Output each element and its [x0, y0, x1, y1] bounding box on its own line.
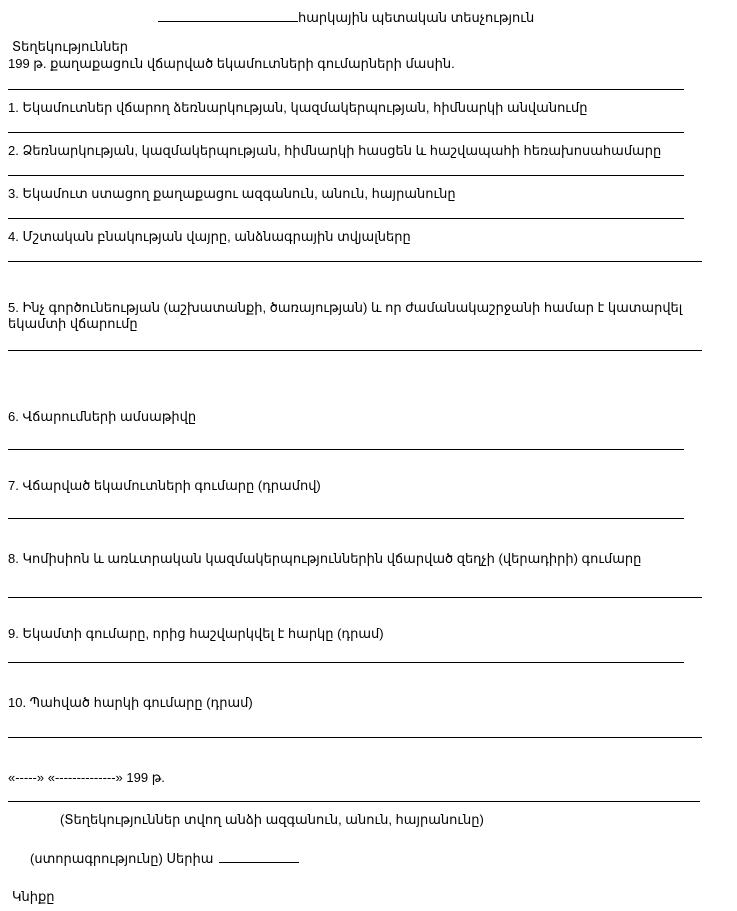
footer-signature-line [8, 801, 700, 802]
item-4-label: 4. Մշտական բնակության վայրը, անձնագրային տվյալները [8, 229, 411, 244]
item-10-label: 10. Պահված հարկի գումարը (դրամ) [8, 695, 253, 710]
form-item-1 [8, 100, 737, 133]
form-item-4 [8, 229, 737, 262]
item-1-answer-line [8, 132, 684, 133]
item-6-label: 6. Վճարումների ամսաթիվը [8, 409, 197, 424]
item-9-label: 9. Եկամտի գումարը, որից հաշվարկվել է հարկը (դրամ) [8, 626, 384, 641]
item-8-answer-line [8, 597, 702, 598]
item-6-answer-line [8, 449, 684, 450]
form-item-3 [8, 186, 737, 219]
signature-row [30, 850, 737, 867]
form-item-8 [8, 551, 737, 598]
subject-line: 199 թ. քաղաքացուն վճարված եկամուտների գումարների մասին. [8, 56, 455, 71]
info-label: Տեղեկություններ [12, 39, 128, 54]
item-5-answer-line [8, 350, 702, 351]
item-7-label: 7. Վճարված եկամուտների գումարը (դրամով) [8, 478, 321, 493]
inspection-name-blank-line [158, 9, 298, 22]
item-2-label: 2. Ձեռնարկության, կազմակերպության, հիմնարկի հասցեն և հաշվապահի հեռախոսահամարը [8, 143, 662, 158]
form-item-10 [8, 695, 737, 738]
form-item-5 [8, 300, 737, 351]
form-item-9 [8, 626, 737, 663]
item-3-label: 3. Եկամուտ ստացող քաղաքացու ազգանուն, անուն, հայրանունը [8, 186, 456, 201]
item-8-label: 8. Կոմիսիոն և առևտրական կազմակերպություններին վճարված զեղչի (վերադիրի) գումարը [8, 551, 642, 566]
form-item-6 [8, 409, 737, 450]
header-title: հարկային պետական տեսչություն [298, 10, 535, 25]
header-line [158, 9, 737, 26]
item-1-label: 1. Եկամուտներ վճարող ձեռնարկության, կազմակերպության, հիմնարկի անվանումը [8, 100, 588, 115]
item-2-answer-line [8, 175, 684, 176]
item-4-answer-line [8, 261, 702, 262]
form-item-7 [8, 478, 737, 519]
form-item-2 [8, 143, 737, 176]
item-7-answer-line [8, 518, 684, 519]
item-9-answer-line [8, 662, 684, 663]
top-rule [8, 89, 684, 90]
item-10-answer-line [8, 737, 702, 738]
item-3-answer-line [8, 218, 684, 219]
provider-caption: (Տեղեկություններ տվող անձի ազգանուն, անուն, հայրանունը) [60, 812, 484, 827]
item-5-label: 5. Ինչ գործունեության (աշխատանքի, ծառայության) և որ ժամանակաշրջանի համար է կատարվել եկամտի վճարումը [8, 300, 683, 331]
date-line: «-----» «--------------» 199 թ. [8, 770, 165, 785]
series-blank-line [219, 850, 299, 863]
seal-label: Կնիքը [12, 889, 55, 904]
signature-label: (ստորագրությունը) Սերիա [30, 851, 214, 866]
